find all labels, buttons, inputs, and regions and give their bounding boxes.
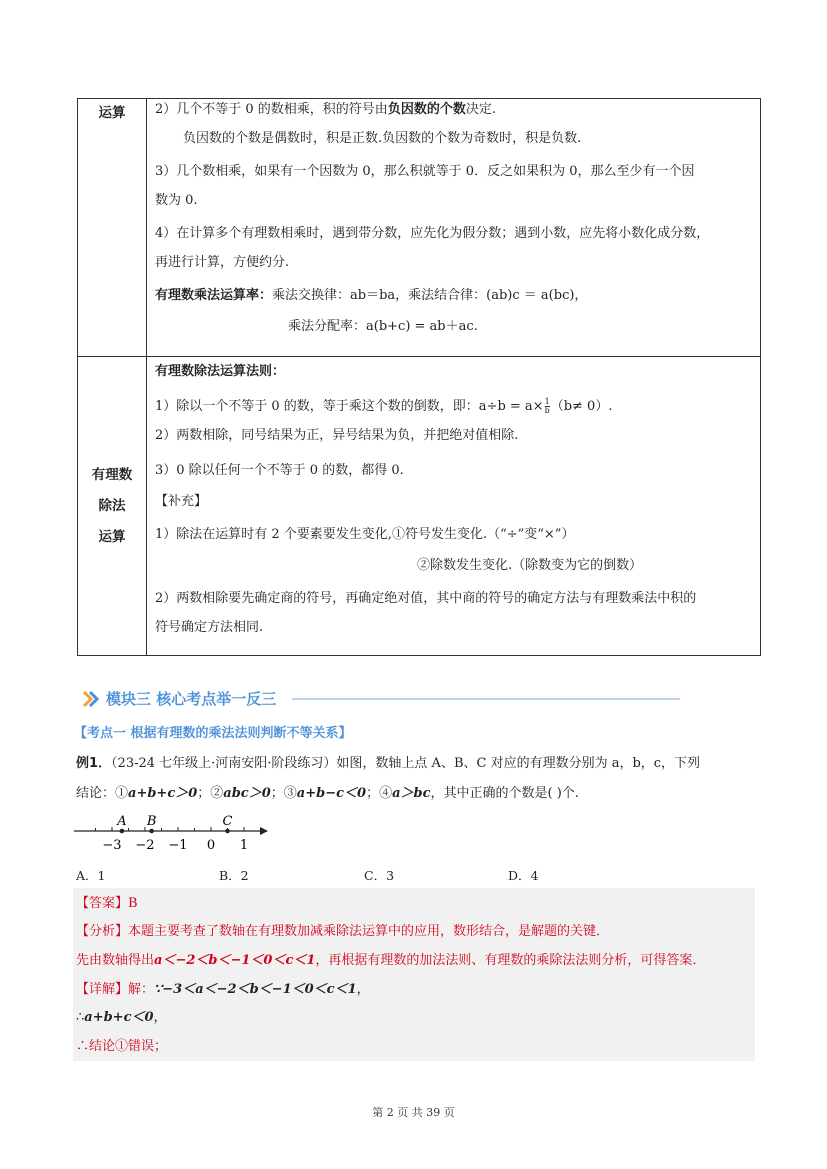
rule-heading: 有理数除法运算法则： xyxy=(155,364,286,379)
number-line xyxy=(74,810,274,858)
chevron-icon xyxy=(82,689,102,709)
question-line: 结论：①a+b+c＞0；②abc＞0；③a+b−c＜0；④a＞bc，其中正确的个数是( )个. xyxy=(76,786,579,801)
tick-label: −2 xyxy=(135,838,155,853)
rule-line: 数为 0. xyxy=(155,193,198,208)
rule-line: 2）两数相除要先确定商的符号，再确定绝对值，其中商的符号的确定方法与有理数乘法中积的 xyxy=(155,591,697,606)
point-label: B xyxy=(146,814,157,829)
rule-content xyxy=(147,99,761,357)
rule-line: 1）除法在运算时有 2 个要素要发生变化,①符号发生变化.（“÷”变“×”） xyxy=(155,527,575,542)
arrow-icon xyxy=(260,827,268,835)
supplement-heading: 【补充】 xyxy=(155,494,208,509)
analysis-line: 先由数轴得出a＜−2＜b＜−1＜0＜c＜1，再根据有理数的加法法则、有理数的乘除法法则分析，可得答案． xyxy=(76,953,706,968)
choice-b[interactable]: B．2 xyxy=(219,868,249,883)
category-label: 有理数 xyxy=(91,467,133,483)
category-label: 运算 xyxy=(98,529,126,545)
point-marker xyxy=(149,829,154,834)
page-footer: 第 2 页 共 39 页 xyxy=(372,1106,455,1119)
category-label: 运算 xyxy=(98,105,126,121)
divider xyxy=(292,698,680,700)
tick-label: −1 xyxy=(168,838,188,853)
choice-c[interactable]: C．3 xyxy=(364,868,395,883)
point-label: A xyxy=(117,814,127,829)
rule-line: 有理数乘法运算率：乘法交换律：ab＝ba，乘法结合律：(ab)c ＝ a(bc)， xyxy=(155,288,588,303)
category-cell xyxy=(78,99,147,357)
section-heading: 【考点一 根据有理数的乘法法则判断不等关系】 xyxy=(74,726,352,741)
rule-line: 1）除以一个不等于 0 的数，等于乘这个数的倒数，即：a÷b = a× $\frac{1}{b}$ （b≠ 0）. xyxy=(155,397,613,415)
answer-panel xyxy=(73,888,755,1061)
answer-line: 【答案】B xyxy=(76,896,138,911)
table-row xyxy=(78,99,761,357)
rules-table xyxy=(77,98,761,656)
point-marker xyxy=(120,829,125,834)
solution-line: ∴结论①错误； xyxy=(76,1039,168,1054)
rule-content xyxy=(147,357,761,656)
question-line: 例1．（23-24 七年级上·河南安阳·阶段练习）如图，数轴上点 A、B、C 对应的有理数分别为 a，b，c，下列 xyxy=(76,756,701,771)
category-label: 除法 xyxy=(98,498,126,514)
rule-line: 3）0 除以任何一个不等于 0 的数，都得 0. xyxy=(155,463,404,478)
rule-line: 2）几个不等于 0 的数相乘，积的符号由负因数的个数决定. xyxy=(155,102,496,117)
point-label: C xyxy=(222,814,233,829)
tick-label: −3 xyxy=(102,838,122,853)
module-header xyxy=(82,686,602,710)
table-row xyxy=(78,357,761,656)
point-marker xyxy=(225,829,230,834)
tick-label: 0 xyxy=(206,838,216,853)
rule-line: ②除数发生变化.（除数变为它的倒数） xyxy=(417,558,643,573)
solution-line: ∴a+b+c＜0， xyxy=(76,1010,167,1025)
category-cell xyxy=(78,357,147,656)
choice-a[interactable]: A．1 xyxy=(76,868,106,883)
rule-line: 3）几个数相乘，如果有一个因数为 0，那么积就等于 0．反之如果积为 0，那么至少有一个因 xyxy=(155,164,695,179)
tick-label: 1 xyxy=(239,838,249,853)
module-title: 模块三 核心考点举一反三 xyxy=(106,690,277,708)
fraction: $\frac{1}{b}$ xyxy=(544,397,550,415)
rule-line: 符号确定方法相同. xyxy=(155,620,264,635)
solution-line: 【详解】解：∵−3＜a＜−2＜b＜−1＜0＜c＜1， xyxy=(76,982,370,997)
rule-line: 乘法分配率：a(b+c) = ab＋ac. xyxy=(288,319,478,334)
rule-line: 2）两数相除，同号结果为正，异号结果为负，并把绝对值相除. xyxy=(155,428,519,443)
rule-line: 再进行计算，方便约分. xyxy=(155,255,290,270)
analysis-line: 【分析】本题主要考查了数轴在有理数加减乘除法运算中的应用，数形结合，是解题的关键． xyxy=(76,924,610,939)
choice-d[interactable]: D．4 xyxy=(508,868,539,883)
rule-line: 负因数的个数是偶数时，积是正数.负因数的个数为奇数时，积是负数. xyxy=(183,131,582,146)
rule-line: 4）在计算多个有理数相乘时，遇到带分数，应先化为假分数；遇到小数，应先将小数化成分数， xyxy=(155,226,710,241)
